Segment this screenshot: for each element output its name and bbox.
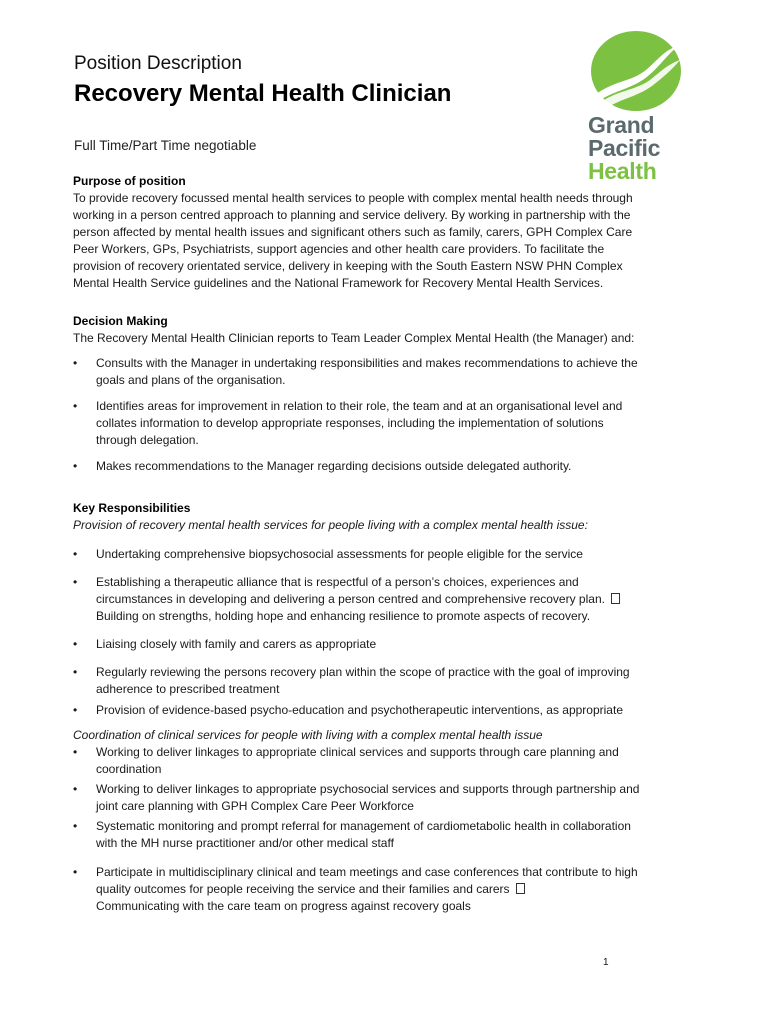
list-item-line: • Participate in multidisciplinary clinical and team meetings and case conferences that contribute to high (96, 865, 638, 879)
list-item-line: • Consults with the Manager in undertaking responsibilities and makes recommendations to achieve the (96, 356, 638, 370)
list-item (73, 781, 695, 815)
list-item (73, 398, 695, 449)
decision-list (73, 355, 695, 475)
purpose-line: To provide recovery focussed mental health services to people with complex mental health needs through (73, 191, 633, 205)
logo-text-grand: Grand (588, 112, 655, 138)
list-item (73, 818, 695, 852)
list-item-line (96, 591, 695, 608)
list-item-line: • Undertaking comprehensive biopsychosocial assessments for people eligible for the service (96, 547, 583, 561)
section1-title: Provision of recovery mental health services for people living with a complex mental health issue: (73, 518, 588, 532)
list-item-text: quality outcomes for people receiving the service and their families and carers (96, 882, 510, 896)
list-item (73, 355, 695, 389)
list-item (73, 546, 695, 563)
list-item-line: through delegation. (96, 433, 199, 447)
responsibilities-section (73, 500, 695, 915)
list-item-line: • Establishing a therapeutic alliance that is respectful of a person’s choices, experiences and (96, 575, 579, 589)
responsibilities-heading: Key Responsibilities (73, 501, 191, 515)
list-item-line: • Regularly reviewing the persons recovery plan within the scope of practice with the goal of improving (96, 665, 630, 679)
decision-section (73, 313, 695, 475)
list-item (73, 702, 695, 719)
list-item (73, 864, 695, 915)
missing-glyph-icon (516, 883, 525, 894)
decision-intro: The Recovery Mental Health Clinician reports to Team Leader Complex Mental Health (the Manager) and: (73, 331, 635, 345)
purpose-line: Mental Health Service guidelines and the National Framework for Recovery Mental Health Services. (73, 276, 604, 290)
employment-type: Full Time/Part Time negotiable (74, 138, 257, 153)
page-title: Recovery Mental Health Clinician (74, 80, 452, 107)
list-item-line: goals and plans of the organisation. (96, 373, 286, 387)
purpose-line: working in a person centred approach to planning and service delivery. By working in partnership with the (73, 208, 631, 222)
section1-list (73, 546, 695, 719)
list-item-line: coordination (96, 762, 162, 776)
section2-title: Coordination of clinical services for people with living with a complex mental health issue (73, 728, 543, 742)
road-swoosh-icon (586, 30, 686, 112)
list-item (73, 636, 695, 653)
purpose-line: person affected by mental health issues and significant others such as family, carers, GPH Complex Care (73, 225, 633, 239)
missing-glyph-icon (611, 593, 620, 604)
grand-pacific-health-logo (580, 30, 690, 185)
list-item-line: • Provision of evidence-based psycho-education and psychotherapeutic interventions, as appropriate (96, 703, 623, 717)
list-item (73, 574, 695, 625)
list-item-line: • Makes recommendations to the Manager regarding decisions outside delegated authority. (96, 459, 572, 473)
list-item-text: circumstances in developing and delivering a person centred and comprehensive recovery plan. (96, 592, 605, 606)
list-item-line: Communicating with the care team on progress against recovery goals (96, 899, 471, 913)
list-item (73, 458, 695, 475)
list-item (73, 664, 695, 698)
purpose-heading: Purpose of position (73, 174, 186, 188)
list-item-line: • Working to deliver linkages to appropriate clinical services and supports through care planning and (96, 745, 619, 759)
list-item (73, 744, 695, 778)
decision-heading: Decision Making (73, 314, 168, 328)
list-item-line: adherence to prescribed treatment (96, 682, 280, 696)
list-item-line: Building on strengths, holding hope and enhancing resilience to promote aspects of recovery. (96, 609, 591, 623)
section2-list (73, 744, 695, 915)
list-item-line: collates information to develop appropriate responses, including the implementation of solutions (96, 416, 604, 430)
logo-text-health: Health (588, 158, 657, 184)
purpose-line: provision of recovery orientated service, delivery in keeping with the South Eastern NSW PHN Complex (73, 259, 623, 273)
list-item-line: • Systematic monitoring and prompt referral for management of cardiometabolic health in collaboration (96, 819, 631, 833)
purpose-section (73, 173, 695, 292)
document-type: Position Description (74, 53, 242, 74)
list-item-line (96, 881, 695, 898)
list-item-line: joint care planning with GPH Complex Care Peer Workforce (96, 799, 414, 813)
list-item-line: • Liaising closely with family and carers as appropriate (96, 637, 377, 651)
page-number: 1 (603, 957, 609, 968)
purpose-line: Peer Workers, GPs, Psychiatrists, support agencies and other health care providers. To facilitate the (73, 242, 605, 256)
list-item-line: with the MH nurse practitioner and/or other medical staff (96, 836, 394, 850)
list-item-line: • Identifies areas for improvement in relation to their role, the team and at an organisational level and (96, 399, 623, 413)
logo-text-pacific: Pacific (588, 135, 661, 161)
list-item-line: • Working to deliver linkages to appropriate psychosocial services and supports through partnership and (96, 782, 640, 796)
